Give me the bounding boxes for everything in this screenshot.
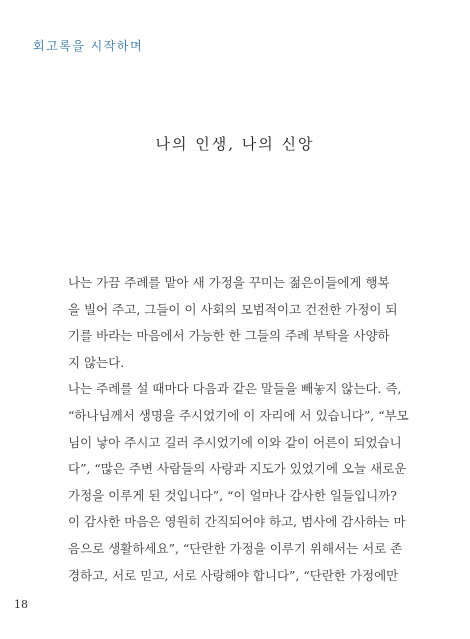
body-line: “하나님께서 생명을 주시었기에 이 자리에 서 있습니다”, “부모 [68, 407, 409, 423]
body-line: 경하고, 서로 믿고, 서로 사랑해야 합니다”, “단란한 가정에만 [68, 567, 399, 583]
body-line: 나는 가끔 주례를 맡아 새 가정을 꾸미는 젊은이들에게 행복 [68, 275, 390, 290]
chapter-title: 나의 인생, 나의 신앙 [155, 135, 315, 153]
section-header: 회고록을 시작하며 [33, 39, 144, 53]
body-line: 님이 낳아 주시고 길러 주시었기에 이와 같이 어른이 되었습니 [68, 434, 402, 450]
body-text [68, 270, 438, 589]
body-line: 을 빌어 주고, 그들이 이 사회의 모범적이고 건전한 가정이 되 [68, 301, 398, 317]
body-line: 나는 주례를 설 때마다 다음과 같은 말들을 빼놓지 않는다. 즉, [68, 381, 402, 397]
body-line: 이 감사한 마음은 영원히 간직되어야 하고, 범사에 감사하는 마 [68, 514, 406, 530]
body-line: 지 않는다. [68, 354, 125, 370]
body-line: 기를 바라는 마음에서 가능한 한 그들의 주례 부탁을 사양하 [68, 328, 390, 344]
page-number: 18 [14, 598, 28, 611]
body-line: 음으로 생활하세요”, “단란한 가정을 이루기 위해서는 서로 존 [68, 540, 403, 556]
body-line: 다”, “많은 주변 사람들의 사랑과 지도가 있었기에 오늘 새로운 [68, 461, 407, 477]
body-line: 가정을 이루게 된 것입니다”, “이 얼마나 감사한 일들입니까? [68, 487, 397, 503]
